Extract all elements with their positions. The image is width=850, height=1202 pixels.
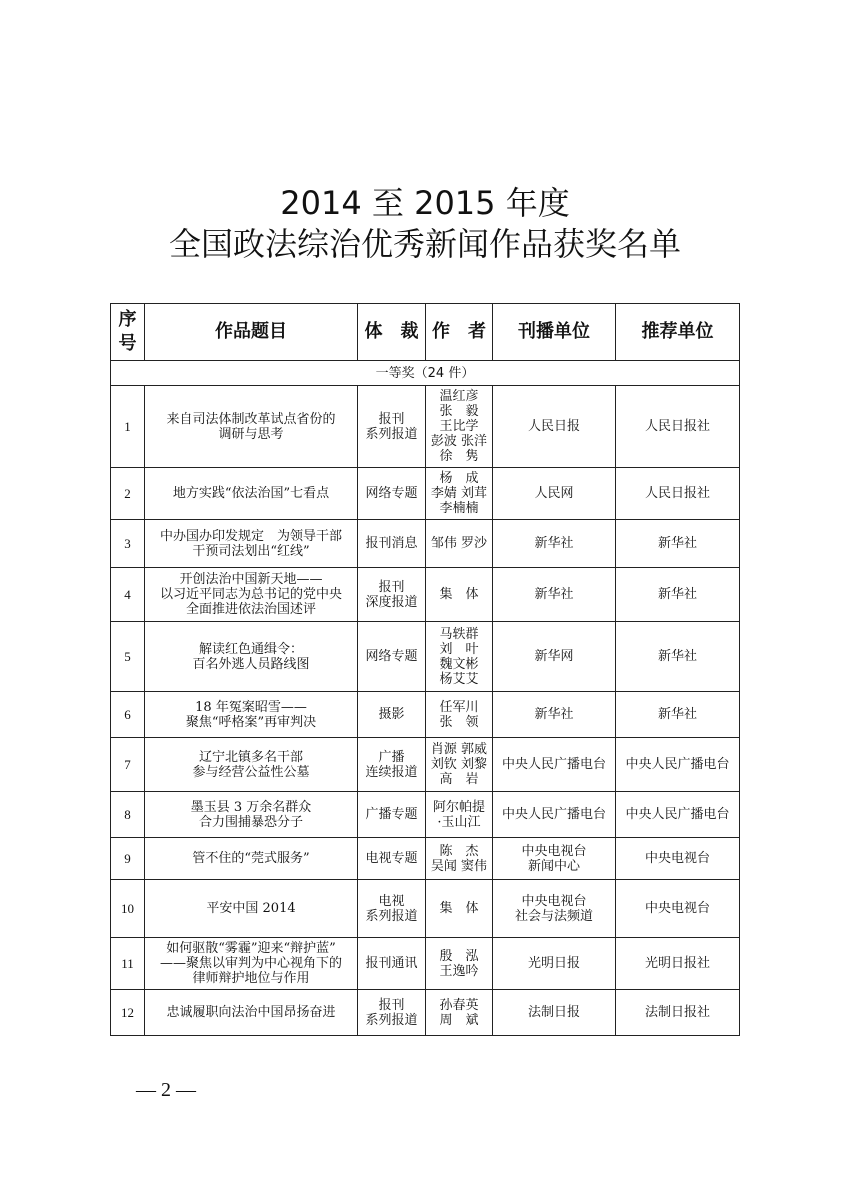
genre-cell	[358, 738, 426, 792]
author-cell-line: 周 斌	[439, 1012, 479, 1028]
author-cell-line: 魏文彬	[439, 656, 479, 672]
table-row	[111, 520, 740, 568]
recommender-cell	[616, 938, 740, 990]
author-cell	[426, 692, 493, 738]
recommender-cell	[616, 880, 740, 938]
work-title-cell	[145, 838, 358, 880]
header-row	[111, 304, 740, 361]
work-title-cell	[145, 468, 358, 520]
table-row	[111, 738, 740, 792]
row-number: 3	[111, 520, 145, 568]
publisher-cell-line: 社会与法频道	[514, 908, 593, 924]
genre-cell-line: 网络专题	[365, 649, 418, 664]
author-cell-line: 陈 杰	[439, 843, 479, 859]
genre-cell	[358, 792, 426, 838]
publisher-cell-line: 法制日报	[527, 1005, 580, 1020]
recommender-cell-line: 新华社	[657, 649, 697, 664]
recommender-cell-line: 中央人民广播电台	[625, 757, 730, 772]
row-number: 2	[111, 468, 145, 520]
row-number: 1	[111, 386, 145, 468]
recommender-cell	[616, 520, 740, 568]
header-recommender: 推荐单位	[616, 304, 740, 361]
genre-cell-line: 系列报道	[365, 908, 418, 924]
publisher-cell	[493, 838, 616, 880]
row-number: 5	[111, 622, 145, 692]
publisher-cell-line: 新华社	[534, 536, 574, 551]
table-row	[111, 938, 740, 990]
publisher-cell	[493, 622, 616, 692]
genre-cell-line: 报刊	[378, 997, 405, 1013]
genre-cell	[358, 692, 426, 738]
row-number: 11	[111, 938, 145, 990]
author-cell	[426, 520, 493, 568]
recommender-cell-line: 光明日报社	[644, 956, 710, 971]
work-title-cell-line: 以习近平同志为总书记的党中央	[159, 587, 342, 602]
genre-cell	[358, 622, 426, 692]
work-title-cell-line: 合力围捕暴恐分子	[198, 814, 303, 830]
genre-cell-line: 网络专题	[365, 486, 418, 501]
author-cell-line: 王逸吟	[439, 963, 479, 979]
publisher-cell-line: 新闻中心	[527, 858, 580, 874]
work-title-cell	[145, 520, 358, 568]
work-title-cell	[145, 622, 358, 692]
genre-cell	[358, 990, 426, 1036]
author-cell	[426, 468, 493, 520]
table-row	[111, 468, 740, 520]
recommender-cell-line: 中央电视台	[644, 851, 710, 866]
publisher-cell-line: 中央人民广播电台	[501, 807, 606, 822]
work-title-cell	[145, 938, 358, 990]
table-row	[111, 568, 740, 622]
publisher-cell-line: 光明日报	[527, 956, 580, 971]
work-title-cell-line: 18 年冤案昭雪——	[195, 699, 307, 715]
author-cell-line: 杨艾艾	[439, 671, 479, 687]
work-title-cell-line: 律师辩护地位与作用	[192, 971, 310, 986]
awards-table	[110, 303, 740, 1036]
work-title-cell-line: 管不住的“莞式服务”	[192, 851, 310, 866]
genre-cell-line: 报刊	[378, 579, 405, 595]
author-cell-line: 集 体	[439, 587, 479, 602]
work-title-cell-line: 百名外逃人员路线图	[192, 656, 310, 672]
recommender-cell	[616, 468, 740, 520]
author-cell-line: 高 岩	[439, 772, 479, 787]
recommender-cell-line: 中央人民广播电台	[625, 807, 730, 822]
author-cell-line: 徐 隽	[439, 449, 479, 464]
table-row	[111, 880, 740, 938]
genre-cell-line: 广播专题	[365, 807, 418, 822]
work-title-cell-line: 全面推进依法治国述评	[185, 602, 316, 617]
publisher-cell	[493, 938, 616, 990]
table-row	[111, 386, 740, 468]
author-cell-line: 彭波 张洋	[430, 434, 488, 449]
author-cell-line: 刘 叶	[439, 641, 479, 657]
publisher-cell	[493, 692, 616, 738]
author-cell	[426, 880, 493, 938]
author-cell-line: 孙春英	[439, 997, 479, 1013]
table-row	[111, 838, 740, 880]
genre-cell	[358, 938, 426, 990]
work-title-cell-line: 辽宁北镇多名干部	[198, 749, 303, 765]
row-number: 9	[111, 838, 145, 880]
genre-cell-line: 电视专题	[365, 851, 418, 866]
recommender-cell-line: 新华社	[657, 536, 697, 551]
recommender-cell-line: 中央电视台	[644, 901, 710, 916]
genre-cell-line: 报刊通讯	[365, 956, 418, 971]
author-cell	[426, 838, 493, 880]
author-cell	[426, 938, 493, 990]
genre-cell	[358, 880, 426, 938]
recommender-cell-line: 人民日报社	[644, 486, 710, 501]
author-cell-line: 邹伟 罗沙	[430, 536, 488, 551]
row-number: 8	[111, 792, 145, 838]
work-title-cell-line: 地方实践“依法治国”七看点	[172, 486, 330, 501]
publisher-cell	[493, 468, 616, 520]
work-title-cell-line: 墨玉县 3 万余名群众	[190, 799, 312, 815]
row-number: 4	[111, 568, 145, 622]
author-cell-line: 张 毅	[439, 404, 479, 419]
recommender-cell	[616, 568, 740, 622]
work-title-cell-line: 参与经营公益性公墓	[192, 764, 310, 780]
page-title-line1: 2014 至 2015 年度	[280, 184, 570, 222]
author-cell-line: 任军川	[439, 699, 479, 715]
publisher-cell	[493, 880, 616, 938]
prize-level-row	[111, 361, 740, 386]
genre-cell	[358, 468, 426, 520]
genre-cell	[358, 386, 426, 468]
author-cell-line: 李婧 刘茸	[430, 486, 488, 501]
author-cell-line: 温红彦	[439, 389, 479, 404]
genre-cell-line: 广播	[378, 749, 405, 765]
author-cell	[426, 792, 493, 838]
recommender-cell-line: 新华社	[657, 587, 697, 602]
genre-cell-line: 系列报道	[365, 426, 418, 442]
table-row	[111, 692, 740, 738]
publisher-cell	[493, 568, 616, 622]
author-cell-line: 阿尔帕提	[432, 799, 485, 815]
work-title-cell	[145, 738, 358, 792]
recommender-cell-line: 新华社	[657, 707, 697, 722]
header-work-title: 作品题目	[145, 304, 358, 361]
table-row	[111, 622, 740, 692]
recommender-cell-line: 法制日报社	[644, 1005, 710, 1020]
author-cell-line: 杨 成	[439, 471, 479, 486]
header-publisher: 刊播单位	[493, 304, 616, 361]
author-cell-line: 马轶群	[439, 626, 479, 642]
genre-cell-line: 连续报道	[365, 764, 418, 780]
author-cell	[426, 990, 493, 1036]
author-cell-line: 李楠楠	[439, 501, 479, 516]
recommender-cell	[616, 692, 740, 738]
author-cell-line: 肖源 郭威	[430, 742, 488, 757]
work-title-cell	[145, 792, 358, 838]
publisher-cell	[493, 386, 616, 468]
publisher-cell	[493, 990, 616, 1036]
genre-cell	[358, 568, 426, 622]
author-cell	[426, 738, 493, 792]
author-cell-line: 吴闻 窦伟	[430, 858, 488, 874]
header-genre: 体 裁	[358, 304, 426, 361]
work-title-cell-line: 如何驱散“雾霾”迎来“辩护蓝”	[166, 941, 336, 956]
publisher-cell-line: 新华网	[534, 649, 574, 664]
recommender-cell	[616, 386, 740, 468]
publisher-cell-line: 中央电视台	[521, 843, 587, 859]
recommender-cell	[616, 622, 740, 692]
publisher-cell	[493, 738, 616, 792]
work-title-cell-line: 聚焦“呼格案”再审判决	[185, 714, 317, 730]
publisher-cell-line: 新华社	[534, 587, 574, 602]
recommender-cell	[616, 838, 740, 880]
recommender-cell	[616, 792, 740, 838]
publisher-cell-line: 中央人民广播电台	[501, 757, 606, 772]
work-title-cell-line: 调研与思考	[218, 426, 284, 442]
row-number: 10	[111, 880, 145, 938]
author-cell-line: 张 领	[439, 714, 479, 730]
recommender-cell	[616, 738, 740, 792]
genre-cell-line: 深度报道	[365, 594, 418, 610]
table-row	[111, 990, 740, 1036]
work-title-cell-line: 来自司法体制改革试点省份的	[166, 411, 336, 427]
work-title-cell	[145, 386, 358, 468]
genre-cell-line: 报刊消息	[365, 536, 418, 551]
recommender-cell-line: 人民日报社	[644, 419, 710, 434]
genre-cell-line: 电视	[378, 893, 405, 909]
prize-level-label: 一等奖（24 件）	[111, 361, 740, 386]
work-title-cell-line: ——聚焦以审判为中心视角下的	[159, 956, 342, 971]
work-title-cell-line: 平安中国 2014	[206, 901, 296, 916]
genre-cell	[358, 838, 426, 880]
publisher-cell	[493, 520, 616, 568]
publisher-cell-line: 中央电视台	[521, 893, 587, 909]
publisher-cell-line: 人民网	[534, 486, 574, 501]
recommender-cell	[616, 990, 740, 1036]
page-number: — 2 —	[136, 1079, 196, 1101]
work-title-cell-line: 开创法治中国新天地——	[179, 572, 323, 587]
work-title-cell	[145, 880, 358, 938]
author-cell	[426, 568, 493, 622]
work-title-cell-line: 解读红色通缉令：	[198, 641, 303, 657]
page-title-line2: 全国政法综治优秀新闻作品获奖名单	[168, 225, 681, 263]
work-title-cell	[145, 990, 358, 1036]
work-title-cell-line: 忠诚履职向法治中国昂扬奋进	[166, 1005, 336, 1020]
header-seq: 序 号	[111, 304, 145, 361]
work-title-cell	[145, 692, 358, 738]
header-author: 作 者	[426, 304, 493, 361]
row-number: 7	[111, 738, 145, 792]
publisher-cell-line: 新华社	[534, 707, 574, 722]
author-cell-line: 王比学	[439, 419, 479, 434]
work-title-cell-line: 干预司法划出“红线”	[192, 543, 310, 559]
work-title-cell	[145, 568, 358, 622]
genre-cell-line: 报刊	[378, 411, 405, 427]
author-cell-line: 刘钦 刘黎	[430, 757, 488, 772]
genre-cell-line: 摄影	[378, 707, 405, 722]
table-row	[111, 792, 740, 838]
row-number: 12	[111, 990, 145, 1036]
publisher-cell-line: 人民日报	[527, 419, 580, 434]
author-cell	[426, 386, 493, 468]
publisher-cell	[493, 792, 616, 838]
author-cell-line: ·玉山江	[437, 814, 481, 830]
genre-cell-line: 系列报道	[365, 1012, 418, 1028]
author-cell-line: 集 体	[439, 901, 479, 916]
genre-cell	[358, 520, 426, 568]
row-number: 6	[111, 692, 145, 738]
author-cell-line: 殷 泓	[439, 948, 479, 964]
work-title-cell-line: 中办国办印发规定 为领导干部	[159, 528, 342, 544]
author-cell	[426, 622, 493, 692]
